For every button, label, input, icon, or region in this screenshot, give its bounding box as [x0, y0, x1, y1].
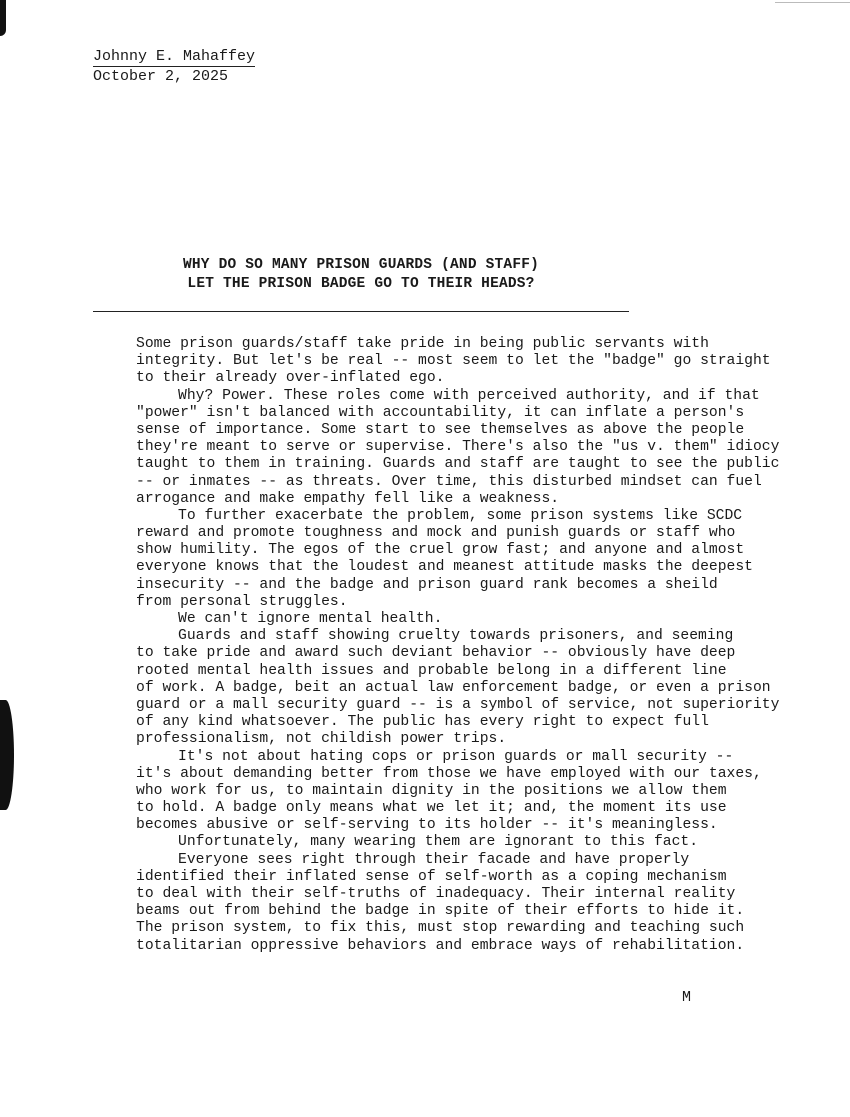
body-line: identified their inflated sense of self-worth as a coping mechanism [136, 868, 727, 885]
document-title [93, 256, 629, 294]
body-line: guard or a mall security guard -- is a symbol of service, not superiority [136, 696, 780, 713]
body-line: It's not about hating cops or prison guards or mall security -- [178, 748, 734, 765]
body-line: they're meant to serve or supervise. There's also the "us v. them" idiocy [136, 439, 780, 456]
body-line: insecurity -- and the badge and prison guard rank becomes a sheild [136, 576, 718, 593]
title-line-2: LET THE PRISON BADGE GO TO THEIR HEADS? [187, 276, 535, 292]
body-line: to their already over-inflated ego. [136, 370, 445, 387]
body-line: The prison system, to fix this, must stop rewarding and teaching such [136, 920, 745, 937]
body-line: integrity. But let's be real -- most seem to let the "badge" go straight [136, 353, 771, 370]
body-line: reward and promote toughness and mock and punish guards or staff who [136, 525, 736, 542]
body-line: of work. A badge, beit an actual law enforcement badge, or even a prison [136, 679, 771, 696]
body-line: totalitarian oppressive behaviors and embrace ways of rehabilitation. [136, 937, 745, 954]
body-line: Everyone sees right through their facade and have properly [178, 851, 690, 868]
essay-body [136, 336, 780, 955]
scan-edge-line [775, 2, 850, 3]
footer-initial: M [682, 989, 692, 1006]
author-name: Johnny E. Mahaffey [93, 48, 256, 65]
title-line-1: WHY DO SO MANY PRISON GUARDS (AND STAFF) [182, 257, 540, 273]
body-line: who work for us, to maintain dignity in the positions we allow them [136, 782, 727, 799]
title-underline [93, 311, 629, 312]
body-line: Why? Power. These roles come with perceived authority, and if that [178, 387, 760, 404]
body-line: arrogance and make empathy fell like a weakness. [136, 490, 560, 507]
author-block [93, 47, 255, 86]
body-line: -- or inmates -- as threats. Over time, this disturbed mindset can fuel [136, 473, 762, 490]
document-date: October 2, 2025 [93, 68, 229, 85]
body-line: taught to them in training. Guards and staff are taught to see the public [136, 456, 780, 473]
body-line: it's about demanding better from those we have employed with our taxes, [136, 765, 762, 782]
body-line: We can't ignore mental health. [178, 611, 443, 627]
body-line: Unfortunately, many wearing them are ignorant to this fact. [178, 834, 699, 851]
body-line: professionalism, not childish power trips. [136, 731, 507, 748]
scan-edge-mark [0, 700, 14, 810]
body-line: to take pride and award such deviant behavior -- obviously have deep [136, 645, 736, 662]
body-line: everyone knows that the loudest and meanest attitude masks the deepest [136, 559, 753, 576]
body-line: show humility. The egos of the cruel grow fast; and anyone and almost [136, 542, 745, 559]
body-line: Guards and staff showing cruelty towards prisoners, and seeming [178, 628, 734, 645]
body-line: becomes abusive or self-serving to its holder -- it's meaningless. [136, 817, 718, 834]
body-line: beams out from behind the badge in spite of their efforts to hide it. [136, 903, 745, 920]
body-line: rooted mental health issues and probable belong in a different line [136, 662, 727, 679]
body-line: of any kind whatsoever. The public has every right to expect full [136, 714, 709, 731]
body-line: sense of importance. Some start to see themselves as above the people [136, 421, 745, 438]
body-line: "power" isn't balanced with accountability, it can inflate a person's [136, 404, 745, 421]
body-line: To further exacerbate the problem, some prison systems like SCDC [178, 507, 743, 524]
scan-edge-mark [0, 0, 6, 36]
body-line: to deal with their self-truths of inadequacy. Their internal reality [136, 886, 736, 902]
body-line: Some prison guards/staff take pride in being public servants with [136, 336, 709, 352]
body-line: to hold. A badge only means what we let it; and, the moment its use [136, 800, 727, 817]
body-line: from personal struggles. [136, 593, 348, 610]
